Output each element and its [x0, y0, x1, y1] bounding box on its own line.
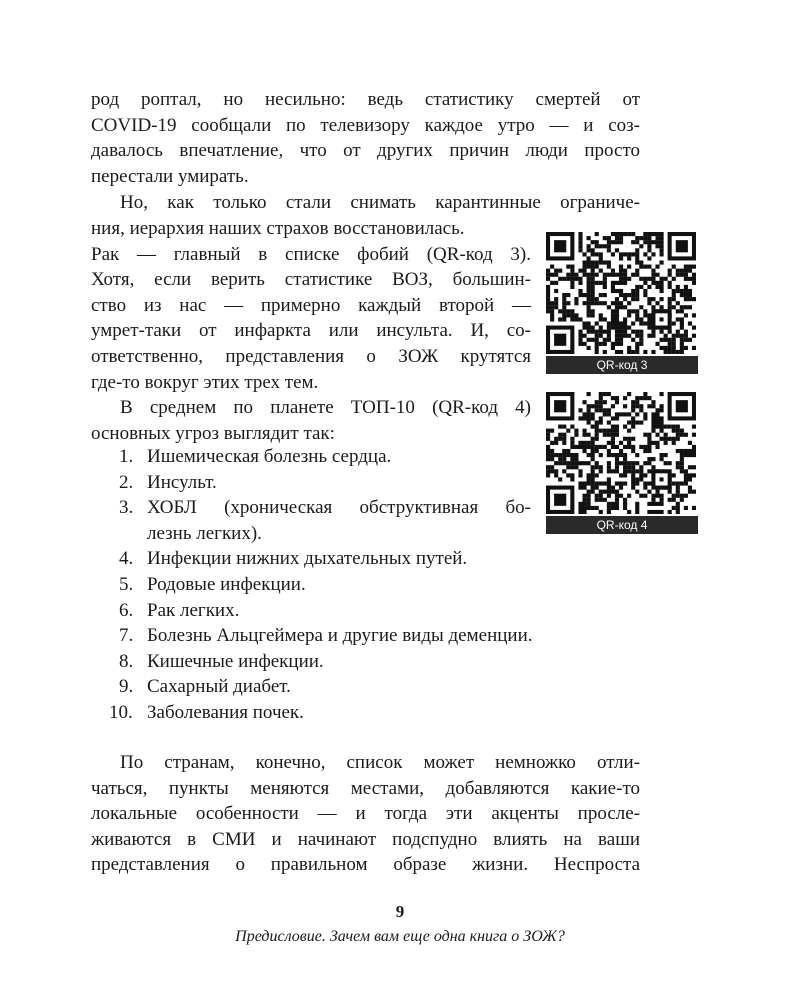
qr-caption: QR-код 4: [546, 516, 698, 534]
qr-code-3[interactable]: [546, 232, 698, 374]
list-text: Болезнь Альцгеймера и другие виды деменции.: [147, 625, 533, 647]
running-title: Предисловие. Зачем вам еще одна книга о ЗОЖ?: [235, 928, 565, 945]
list-item: [91, 700, 641, 726]
text-line: род роптал, но несильно: ведь статистику смертей от: [91, 89, 640, 110]
list-text: ХОБЛ (хроническая обструктивная бо-: [147, 497, 531, 519]
text-line: В среднем по планете ТОП-10 (QR-код 4): [120, 397, 531, 418]
text-line: Хотя, если верить статистике ВОЗ, большин-: [91, 269, 531, 291]
list-number: 3.: [119, 497, 134, 519]
list-item: [91, 649, 641, 675]
page-number: 9: [395, 902, 405, 921]
text-line: ство из нас — примерно каждый второй —: [91, 294, 531, 316]
list-text: Инсульт.: [147, 471, 217, 493]
list-number: 4.: [119, 548, 134, 570]
paragraph-3: [91, 395, 531, 446]
list-number: 10.: [109, 701, 133, 723]
list-item: [91, 598, 641, 624]
list-text: Заболевания почек.: [147, 701, 304, 723]
text-line: живаются в СМИ и начинают подспудно влиять на ваши: [91, 828, 640, 850]
list-item: [91, 623, 641, 649]
list-number: 8.: [119, 650, 134, 672]
qr-code-4[interactable]: [546, 392, 698, 534]
list-item: [91, 674, 641, 700]
paragraph-1: [91, 87, 640, 189]
paragraph-2: [91, 216, 531, 395]
list-number: 7.: [119, 625, 134, 647]
list-text: Кишечные инфекции.: [147, 650, 324, 672]
text-line: Рак — главный в списке фобий (QR-код 3).: [91, 243, 531, 265]
list-number: 1.: [119, 446, 134, 467]
text-line: ния, иерархия наших страхов восстановилась.: [91, 218, 465, 239]
qr-code-icon[interactable]: [546, 232, 696, 354]
text-line: Но, как только стали снимать карантинные ограниче-: [120, 192, 640, 213]
list-item: [91, 546, 641, 572]
text-line: давалось впечатление, что от других причин люди просто: [91, 140, 640, 162]
text-line: COVID-19 сообщали по телевизору каждое утро — и соз-: [91, 114, 640, 136]
list-text: Рак легких.: [147, 599, 240, 621]
text-line: основных угроз выглядит так:: [91, 422, 335, 444]
list-text: Родовые инфекции.: [147, 573, 306, 595]
text-line: умрет-таки от инфаркта или инсульта. И, со-: [91, 320, 531, 342]
qr-code-icon[interactable]: [546, 392, 696, 514]
list-number: 2.: [119, 471, 134, 493]
paragraph-2-first-line: [91, 190, 640, 216]
list-number: 9.: [119, 676, 134, 698]
text-line: По странам, конечно, список может немножко отли-: [120, 752, 640, 773]
text-line: локальные особенности — и тогда эти акценты просле-: [91, 803, 640, 825]
text-line: где-то вокруг этих трех тем.: [91, 371, 319, 393]
list-text: лезнь легких).: [147, 522, 262, 544]
qr-caption: QR-код 3: [546, 356, 698, 374]
paragraph-4: [91, 750, 640, 878]
list-text: Сахарный диабет.: [147, 676, 291, 698]
list-text: Ишемическая болезнь сердца.: [147, 446, 392, 467]
text-line: ответственно, представления о ЗОЖ крутятся: [91, 345, 531, 367]
list-number: 6.: [119, 599, 134, 621]
list-number: 5.: [119, 573, 134, 595]
text-line: перестали умирать.: [91, 165, 249, 187]
list-item: [91, 572, 641, 598]
list-text: Инфекции нижних дыхательных путей.: [147, 548, 468, 570]
text-line: чаться, пункты меняются местами, добавляются какие-то: [91, 777, 640, 799]
text-line: представления о правильном образе жизни. Неспроста: [91, 854, 640, 876]
